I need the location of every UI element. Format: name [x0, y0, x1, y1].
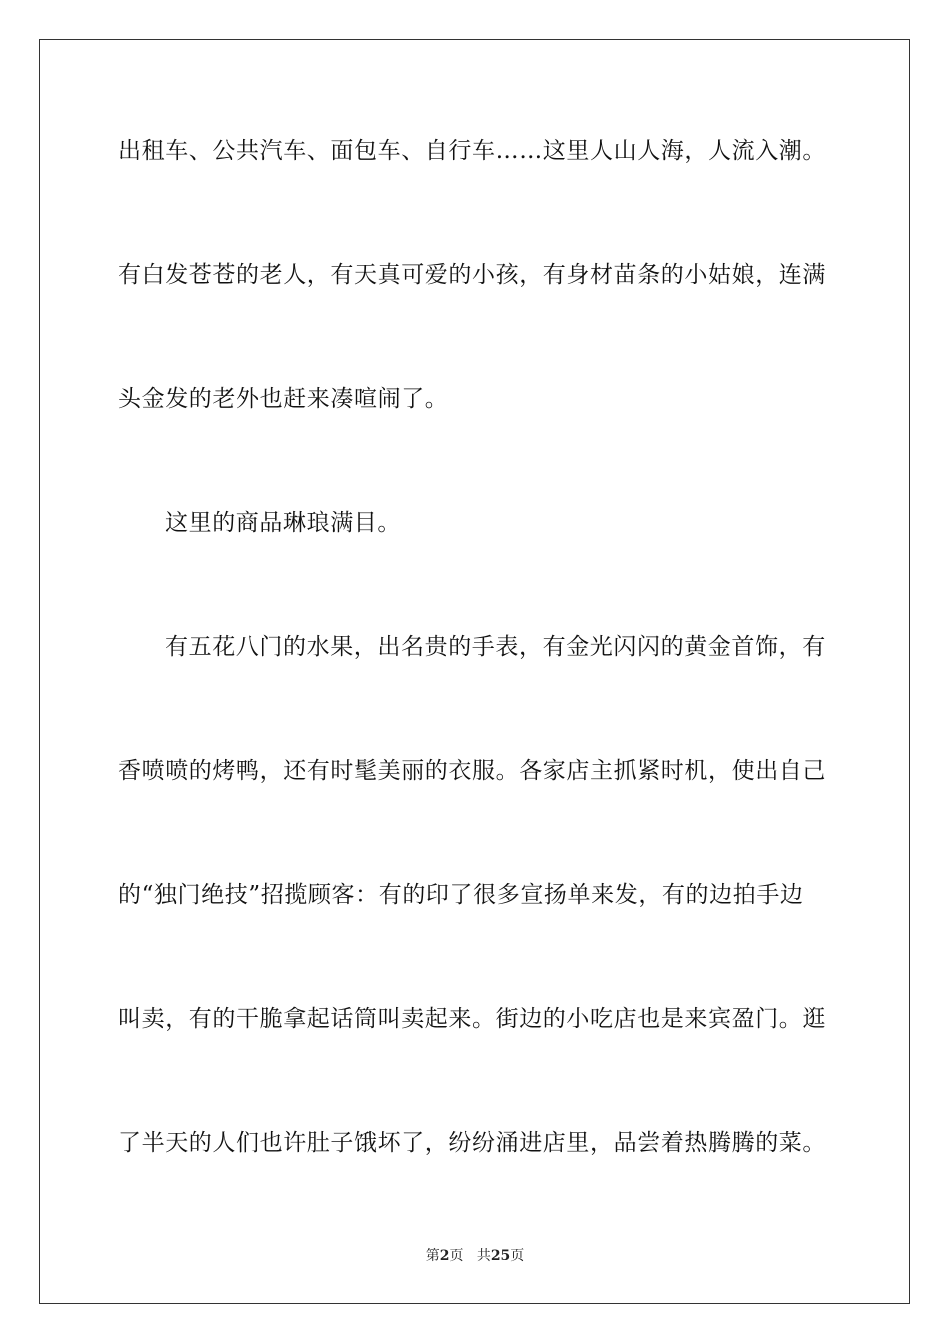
total-suffix: 页 — [510, 1248, 525, 1264]
text-line-5: 有五花八门的水果，出名贵的手表，有金光闪闪的黄金首饰，有 — [165, 634, 826, 660]
text-line-9: 了半天的人们也许肚子饿坏了，纷纷涌进店里，品尝着热腾腾的菜。 — [118, 1130, 826, 1156]
text-line-3: 头金发的老外也赶来凑喧闹了。 — [118, 386, 449, 412]
page-footer — [0, 1246, 950, 1266]
text-line-1: 出租车、公共汽车、面包车、自行车……这里人山人海，人流入潮。 — [118, 138, 826, 164]
text-line-8: 叫卖，有的干脆拿起话筒叫卖起来。街边的小吃店也是来宾盈门。逛 — [118, 1006, 826, 1032]
total-pages: 25 — [490, 1248, 511, 1264]
text-line-2: 有白发苍苍的老人，有天真可爱的小孩，有身材苗条的小姑娘，连满 — [118, 262, 826, 288]
page-number: 2 — [439, 1248, 450, 1264]
text-line-7: 的“独门绝技”招揽顾客：有的印了很多宣扬单来发，有的边拍手边 — [118, 882, 804, 908]
text-line-4: 这里的商品琳琅满目。 — [165, 510, 401, 536]
page-prefix: 第 — [425, 1248, 440, 1264]
page-suffix: 页 — [449, 1248, 464, 1264]
total-prefix: 共 — [476, 1248, 491, 1264]
text-line-6: 香喷喷的烤鸭，还有时髦美丽的衣服。各家店主抓紧时机，使出自己 — [118, 758, 826, 784]
page-border — [39, 39, 910, 1304]
